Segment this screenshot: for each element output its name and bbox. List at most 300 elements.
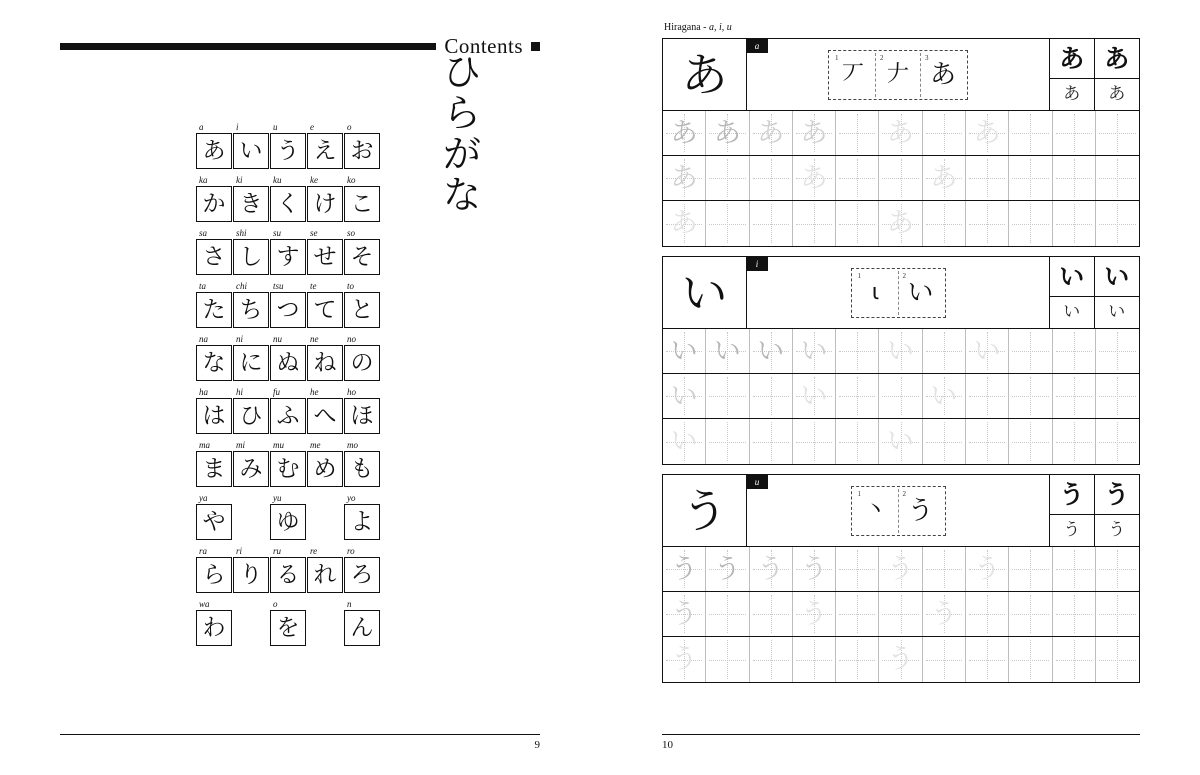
print-kana-cell	[1095, 475, 1140, 514]
practice-cell[interactable]	[1053, 329, 1096, 373]
practice-cell[interactable]	[836, 374, 879, 418]
kana-chart-row	[196, 281, 381, 328]
practice-row[interactable]	[663, 329, 1139, 374]
print-row-light	[1050, 515, 1139, 546]
practice-cell[interactable]	[750, 637, 793, 682]
kana-glyph-large: い	[681, 265, 728, 320]
stroke-order-area	[747, 39, 1049, 110]
print-kana-cell	[1050, 515, 1095, 546]
kana-romaji-label	[307, 599, 343, 610]
kana-romaji-label: re	[310, 546, 318, 556]
practice-cell[interactable]	[1053, 592, 1096, 636]
kana-glyph: き	[233, 186, 269, 222]
practice-cell[interactable]	[706, 592, 749, 636]
practice-cell[interactable]	[793, 547, 836, 591]
kana-cell	[307, 546, 343, 593]
practice-cell[interactable]	[966, 201, 1009, 246]
kana-romaji-label: chi	[236, 281, 247, 291]
practice-cell[interactable]	[923, 374, 966, 418]
tracing-guide-glyph: あ	[757, 117, 785, 149]
kana-cell	[270, 175, 306, 222]
stroke-step-glyph: い	[907, 277, 934, 308]
practice-cell[interactable]	[879, 637, 922, 682]
tracing-guide-glyph: あ	[713, 117, 741, 149]
practice-cell[interactable]	[706, 547, 749, 591]
tracing-guide-glyph: い	[800, 380, 828, 412]
practice-row[interactable]	[663, 547, 1139, 592]
kana-cell	[196, 599, 232, 646]
practice-cell[interactable]	[836, 111, 879, 155]
tracing-guide-glyph: あ	[930, 162, 958, 194]
kana-glyph: う	[270, 133, 306, 169]
kana-glyph	[233, 610, 267, 644]
kana-romaji-label	[233, 493, 269, 504]
practice-cell[interactable]	[663, 547, 706, 591]
kana-glyph: ふ	[270, 398, 306, 434]
kana-romaji-label: no	[347, 334, 356, 344]
print-style-block	[1049, 39, 1139, 110]
footer-rule	[662, 734, 1140, 735]
practice-cell[interactable]	[879, 329, 922, 373]
practice-cell[interactable]	[663, 637, 706, 682]
stroke-step-cell	[854, 489, 899, 533]
kana-cell	[196, 175, 232, 222]
kana-romaji-label: u	[273, 122, 278, 132]
kana-cell	[270, 440, 306, 487]
kana-glyph: ろ	[344, 557, 380, 593]
practice-cell[interactable]	[879, 111, 922, 155]
kana-cell-empty	[307, 599, 343, 646]
lesson-main-kana	[663, 257, 759, 328]
print-kana-cell	[1050, 79, 1095, 110]
stroke-step-glyph: 丆	[841, 61, 864, 87]
kana-chart-row	[196, 546, 381, 593]
tracing-guide-glyph: あ	[973, 117, 1001, 149]
kana-glyph-large: あ	[681, 47, 728, 102]
print-row-bold	[1050, 257, 1139, 297]
kana-romaji-label: ki	[236, 175, 243, 185]
practice-cell[interactable]	[706, 329, 749, 373]
practice-sheet	[662, 38, 1140, 683]
kana-glyph: た	[196, 292, 232, 328]
kana-romaji-label: mi	[236, 440, 245, 450]
kana-glyph: え	[307, 133, 343, 169]
kana-glyph	[307, 504, 341, 538]
practice-cell[interactable]	[1009, 637, 1052, 682]
practice-cell[interactable]	[923, 592, 966, 636]
kana-chart-row	[196, 493, 381, 540]
practice-cell[interactable]	[793, 419, 836, 464]
footer-rule	[60, 734, 540, 735]
right-page	[600, 0, 1200, 775]
kana-cell-empty	[307, 493, 343, 540]
print-kana-cell	[1095, 297, 1140, 328]
kana-glyph: み	[233, 451, 269, 487]
print-kana-bold: あ	[1059, 44, 1085, 73]
practice-cell[interactable]	[1053, 201, 1096, 246]
kana-romaji-label: ri	[236, 546, 243, 556]
tracing-guide-glyph: あ	[887, 208, 915, 239]
practice-row[interactable]	[663, 201, 1139, 246]
kana-glyph: を	[270, 610, 306, 646]
kana-cell	[344, 281, 380, 328]
kana-cell	[270, 281, 306, 328]
kana-glyph: す	[270, 239, 306, 275]
practice-cell[interactable]	[1053, 156, 1096, 200]
practice-cell[interactable]	[966, 374, 1009, 418]
kana-romaji-label: ka	[199, 175, 208, 185]
kana-romaji-label: fu	[273, 387, 281, 397]
kana-glyph: れ	[307, 557, 343, 593]
practice-cell[interactable]	[706, 156, 749, 200]
practice-cell[interactable]	[663, 156, 706, 200]
kana-romaji-label: ma	[199, 440, 210, 450]
stroke-step-cell	[876, 53, 921, 97]
kana-cell	[233, 334, 269, 381]
practice-cell[interactable]	[879, 547, 922, 591]
practice-cell[interactable]	[793, 329, 836, 373]
tracing-guide-glyph: い	[670, 426, 698, 457]
tracing-guide-glyph: い	[800, 335, 828, 367]
print-kana-bold: う	[1104, 480, 1130, 509]
kana-romaji-label	[233, 599, 269, 610]
kana-glyph: へ	[307, 398, 343, 434]
kana-romaji-label: i	[236, 122, 239, 132]
practice-cell[interactable]	[750, 201, 793, 246]
running-head-romaji: a, i, u	[708, 22, 732, 33]
kana-romaji-label: yo	[347, 493, 356, 503]
kana-romaji-label: ro	[347, 546, 355, 556]
stroke-step-cell	[899, 489, 943, 533]
tracing-guide-glyph: い	[887, 426, 915, 457]
kana-glyph: は	[196, 398, 232, 434]
practice-row[interactable]	[663, 592, 1139, 637]
kana-glyph-large: う	[681, 483, 728, 538]
practice-cell[interactable]	[793, 111, 836, 155]
kana-chart-row	[196, 122, 381, 169]
kana-cell	[233, 546, 269, 593]
practice-cell[interactable]	[966, 547, 1009, 591]
practice-row[interactable]	[663, 111, 1139, 156]
practice-cell[interactable]	[1053, 637, 1096, 682]
print-kana-cell	[1050, 475, 1095, 514]
practice-cell[interactable]	[923, 201, 966, 246]
practice-cell[interactable]	[879, 156, 922, 200]
practice-cell[interactable]	[923, 419, 966, 464]
practice-cell[interactable]	[706, 201, 749, 246]
practice-row[interactable]	[663, 374, 1139, 419]
vertical-title-char: ら	[442, 91, 481, 136]
kana-cell	[344, 599, 380, 646]
kana-romaji-label: so	[347, 228, 356, 238]
kana-cell	[307, 122, 343, 169]
lesson-romaji-tab: i	[746, 257, 768, 271]
practice-cell[interactable]	[1009, 419, 1052, 464]
lesson-header	[663, 39, 1139, 111]
tracing-guide-glyph: う	[713, 553, 741, 585]
tracing-guide-glyph: い	[713, 335, 741, 367]
practice-cell[interactable]	[663, 419, 706, 464]
kana-glyph: り	[233, 557, 269, 593]
kana-chart-row	[196, 228, 381, 275]
practice-cell[interactable]	[750, 156, 793, 200]
stroke-step-glyph: 丶	[864, 497, 887, 523]
kana-romaji-label: me	[310, 440, 321, 450]
kana-romaji-label: ko	[347, 175, 356, 185]
practice-cell[interactable]	[966, 329, 1009, 373]
print-kana-light: あ	[1063, 84, 1081, 104]
practice-cell[interactable]	[923, 156, 966, 200]
lesson-main-kana	[663, 39, 760, 110]
practice-cell[interactable]	[750, 111, 793, 155]
kana-glyph: な	[196, 345, 232, 381]
practice-cell[interactable]	[663, 374, 706, 418]
practice-cell[interactable]	[923, 329, 966, 373]
practice-cell[interactable]	[750, 374, 793, 418]
stroke-step-cell	[921, 53, 965, 97]
practice-row[interactable]	[663, 156, 1139, 201]
vertical-title-char: ひ	[442, 50, 481, 94]
kana-cell	[270, 493, 306, 540]
kana-cell	[307, 334, 343, 381]
practice-cell[interactable]	[1096, 637, 1139, 682]
kana-romaji-label: ru	[273, 546, 282, 556]
practice-cell[interactable]	[1053, 547, 1096, 591]
kana-cell	[307, 387, 343, 434]
kana-romaji-label	[307, 493, 343, 504]
kana-romaji-label: te	[310, 281, 317, 291]
page-number: 10	[662, 739, 673, 751]
kana-cell-empty	[233, 599, 269, 646]
print-kana-bold: あ	[1104, 44, 1130, 73]
practice-cell[interactable]	[1096, 374, 1139, 418]
practice-cell[interactable]	[793, 156, 836, 200]
kana-romaji-label: n	[347, 599, 352, 609]
kana-romaji-label: a	[199, 122, 204, 132]
kana-romaji-label: se	[310, 228, 318, 238]
practice-cell[interactable]	[706, 111, 749, 155]
kana-glyph: お	[344, 133, 380, 169]
tracing-guide-glyph: あ	[670, 117, 698, 149]
print-kana-cell	[1095, 257, 1140, 296]
kana-glyph: ぬ	[270, 345, 306, 381]
kana-cell	[270, 387, 306, 434]
print-kana-bold: う	[1059, 480, 1085, 509]
kana-cell	[307, 281, 343, 328]
print-kana-cell	[1095, 79, 1140, 110]
practice-cell[interactable]	[923, 111, 966, 155]
kana-glyph: し	[233, 239, 269, 275]
practice-cell[interactable]	[1053, 374, 1096, 418]
square-bullet-icon	[531, 42, 540, 51]
kana-romaji-label: yu	[273, 493, 282, 503]
tracing-guide-glyph: あ	[670, 162, 698, 194]
page-title: Contents	[444, 34, 523, 58]
left-page-footer	[60, 734, 540, 751]
print-kana-light: あ	[1108, 84, 1126, 104]
practice-cell[interactable]	[966, 419, 1009, 464]
practice-cell[interactable]	[1009, 374, 1052, 418]
page-number: 9	[534, 739, 540, 751]
kana-glyph: や	[196, 504, 232, 540]
print-kana-cell	[1050, 39, 1095, 78]
kana-cell	[270, 334, 306, 381]
kana-cell	[233, 228, 269, 275]
kana-lesson-block	[662, 474, 1140, 683]
stroke-order-area	[747, 257, 1049, 328]
right-page-footer	[662, 734, 1140, 751]
kana-romaji-label: tsu	[273, 281, 284, 291]
kana-lesson-block	[662, 256, 1140, 465]
vertical-title-char: な	[442, 173, 481, 218]
practice-cell[interactable]	[706, 637, 749, 682]
practice-cell[interactable]	[1053, 419, 1096, 464]
kana-romaji-label: ta	[199, 281, 207, 291]
kana-glyph: ひ	[233, 398, 269, 434]
practice-cell[interactable]	[1096, 156, 1139, 200]
kana-chart-row	[196, 334, 381, 381]
print-row-light	[1050, 79, 1139, 110]
vertical-title	[432, 52, 492, 216]
practice-cell[interactable]	[879, 419, 922, 464]
practice-cell[interactable]	[1096, 329, 1139, 373]
practice-cell[interactable]	[750, 419, 793, 464]
practice-cell[interactable]	[923, 547, 966, 591]
practice-cell[interactable]	[1096, 547, 1139, 591]
print-kana-cell	[1050, 257, 1095, 296]
kana-chart-row	[196, 440, 381, 487]
kana-glyph: わ	[196, 610, 232, 646]
tracing-guide-glyph: い	[757, 335, 785, 367]
practice-cell[interactable]	[1009, 547, 1052, 591]
kana-romaji-label: ne	[310, 334, 319, 344]
print-row-bold	[1050, 39, 1139, 79]
kana-romaji-label: ra	[199, 546, 208, 556]
practice-cell[interactable]	[793, 374, 836, 418]
practice-cell[interactable]	[750, 547, 793, 591]
practice-cell[interactable]	[879, 592, 922, 636]
kana-romaji-label: mu	[273, 440, 284, 450]
practice-cell[interactable]	[663, 111, 706, 155]
practice-cell[interactable]	[879, 201, 922, 246]
kana-glyph: ゆ	[270, 504, 306, 540]
stroke-order-strip	[851, 268, 946, 318]
kana-cell	[344, 175, 380, 222]
print-kana-cell	[1095, 515, 1140, 546]
kana-glyph: け	[307, 186, 343, 222]
kana-glyph	[307, 610, 341, 644]
stroke-step-glyph: 𠂇	[886, 61, 909, 87]
kana-glyph: ね	[307, 345, 343, 381]
practice-cell[interactable]	[1009, 592, 1052, 636]
kana-cell	[196, 228, 232, 275]
kana-chart-row	[196, 599, 381, 646]
kana-cell	[233, 122, 269, 169]
kana-glyph: ん	[344, 610, 380, 646]
practice-cell[interactable]	[836, 329, 879, 373]
practice-cell[interactable]	[1096, 592, 1139, 636]
practice-row[interactable]	[663, 637, 1139, 682]
practice-cell[interactable]	[706, 419, 749, 464]
lesson-header	[663, 257, 1139, 329]
kana-glyph: こ	[344, 186, 380, 222]
practice-cell[interactable]	[1009, 329, 1052, 373]
practice-cell[interactable]	[879, 374, 922, 418]
practice-cell[interactable]	[836, 592, 879, 636]
kana-cell	[196, 440, 232, 487]
kana-romaji-label: o	[273, 599, 278, 609]
print-kana-bold: い	[1104, 262, 1130, 291]
print-kana-light: い	[1063, 302, 1081, 322]
kana-cell	[344, 546, 380, 593]
tracing-guide-glyph: あ	[670, 208, 698, 239]
kana-cell	[196, 493, 232, 540]
lesson-main-kana	[663, 475, 760, 546]
practice-cell[interactable]	[1096, 111, 1139, 155]
practice-cell[interactable]	[836, 547, 879, 591]
kana-glyph: つ	[270, 292, 306, 328]
kana-romaji-label: ni	[236, 334, 244, 344]
stroke-step-number: 2	[902, 271, 906, 280]
kana-cell	[196, 546, 232, 593]
tracing-guide-glyph: う	[973, 553, 1001, 585]
tracing-guide-glyph: う	[670, 598, 698, 630]
kana-glyph: と	[344, 292, 380, 328]
practice-cell[interactable]	[836, 201, 879, 246]
tracing-guide-glyph: い	[670, 380, 698, 412]
practice-cell[interactable]	[663, 201, 706, 246]
practice-cell[interactable]	[663, 592, 706, 636]
practice-cell[interactable]	[793, 637, 836, 682]
practice-cell[interactable]	[1096, 201, 1139, 246]
practice-cell[interactable]	[836, 156, 879, 200]
print-kana-light: う	[1108, 520, 1126, 540]
practice-cell[interactable]	[750, 592, 793, 636]
practice-cell[interactable]	[706, 374, 749, 418]
print-style-block	[1049, 257, 1139, 328]
practice-cell[interactable]	[1053, 111, 1096, 155]
print-kana-cell	[1050, 297, 1095, 328]
practice-cell[interactable]	[836, 637, 879, 682]
stroke-step-number: 2	[880, 53, 884, 62]
practice-cell[interactable]	[966, 111, 1009, 155]
practice-cell[interactable]	[966, 592, 1009, 636]
practice-cell[interactable]	[1009, 156, 1052, 200]
kana-chart-row	[196, 175, 381, 222]
practice-cell[interactable]	[966, 156, 1009, 200]
practice-cell[interactable]	[1009, 201, 1052, 246]
kana-romaji-label: wa	[199, 599, 210, 609]
practice-row[interactable]	[663, 419, 1139, 464]
practice-cell[interactable]	[793, 201, 836, 246]
practice-cell[interactable]	[966, 637, 1009, 682]
print-kana-bold: い	[1059, 262, 1085, 291]
tracing-guide-glyph: い	[973, 335, 1001, 367]
practice-cell[interactable]	[1009, 111, 1052, 155]
running-head	[664, 22, 1140, 33]
stroke-step-cell	[899, 271, 943, 315]
practice-cell[interactable]	[793, 592, 836, 636]
stroke-step-number: 1	[835, 53, 839, 62]
kana-romaji-label: e	[310, 122, 314, 132]
practice-cell[interactable]	[923, 637, 966, 682]
practice-cell[interactable]	[836, 419, 879, 464]
practice-cell[interactable]	[1096, 419, 1139, 464]
kana-glyph: も	[344, 451, 380, 487]
practice-cell[interactable]	[663, 329, 706, 373]
practice-cell[interactable]	[750, 329, 793, 373]
tracing-guide-glyph: う	[800, 553, 828, 585]
